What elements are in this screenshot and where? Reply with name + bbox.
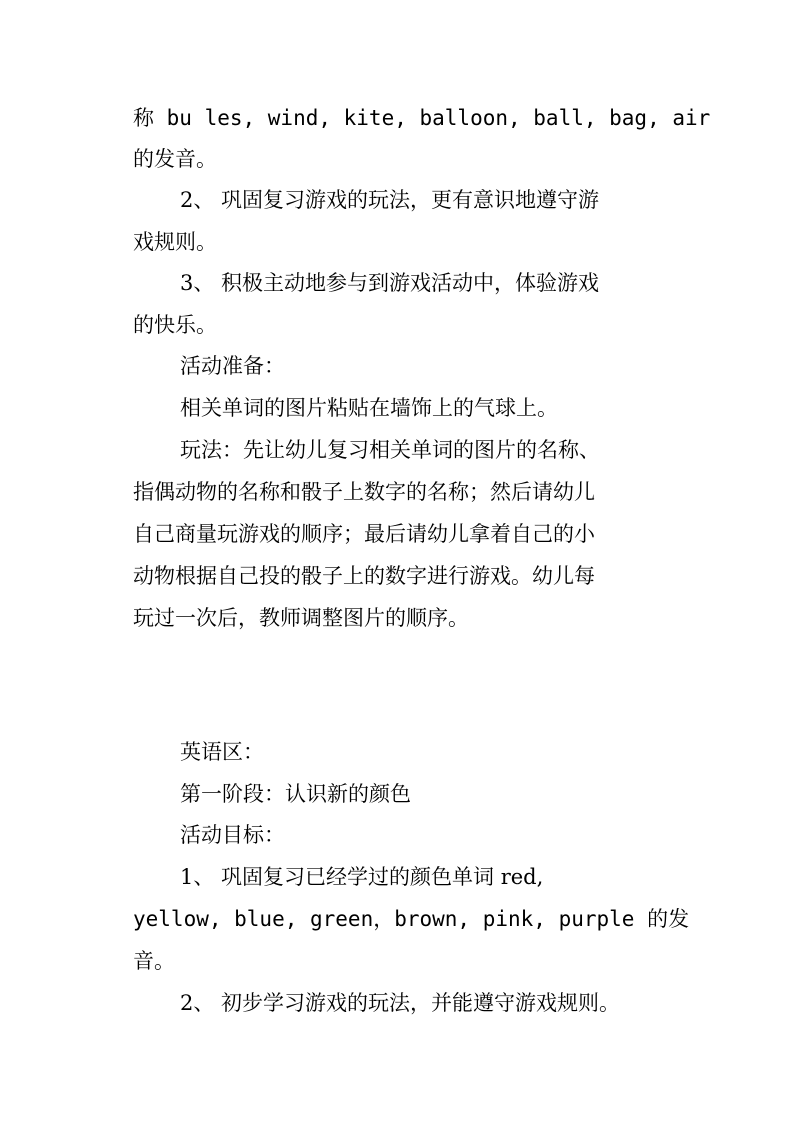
- text-line: 2、 初步学习游戏的玩法，并能遵守游戏规则。: [180, 991, 621, 1015]
- text-line: 音。: [133, 949, 175, 973]
- text-line: 自己商量玩游戏的顺序；最后请幼儿拿着自己的小: [133, 522, 595, 546]
- text-line: 玩法：先让幼儿复习相关单词的图片的名称、: [180, 438, 600, 462]
- text-line: 戏规则。: [133, 230, 217, 254]
- text-line: 1、 巩固复习已经学过的颜色单词 red,: [180, 865, 544, 889]
- text-line: 的发音。: [133, 147, 217, 171]
- text-line: 的快乐。: [133, 313, 217, 337]
- text-line: yellow, blue, green，brown, pink, purple 的发: [133, 907, 690, 931]
- text-line: 2、 巩固复习游戏的玩法，更有意识地遵守游: [180, 188, 600, 212]
- text-line: 相关单词的图片粘贴在墙饰上的气球上。: [180, 396, 558, 420]
- text-line: 玩过一次后，教师调整图片的顺序。: [133, 606, 469, 630]
- section-heading: 第一阶段：认识新的颜色: [180, 782, 411, 806]
- section-heading: 活动准备：: [180, 354, 285, 378]
- text-line: 指偶动物的名称和骰子上数字的名称；然后请幼儿: [133, 480, 595, 504]
- text-line: 动物根据自己投的骰子上的数字进行游戏。幼儿每: [133, 564, 595, 588]
- text-line: 3、 积极主动地参与到游戏活动中，体验游戏: [180, 271, 600, 295]
- text-line: 称 bu les, wind, kite, balloon, ball, bag, air: [133, 106, 711, 130]
- section-heading: 英语区：: [180, 740, 264, 764]
- section-heading: 活动目标：: [180, 823, 285, 847]
